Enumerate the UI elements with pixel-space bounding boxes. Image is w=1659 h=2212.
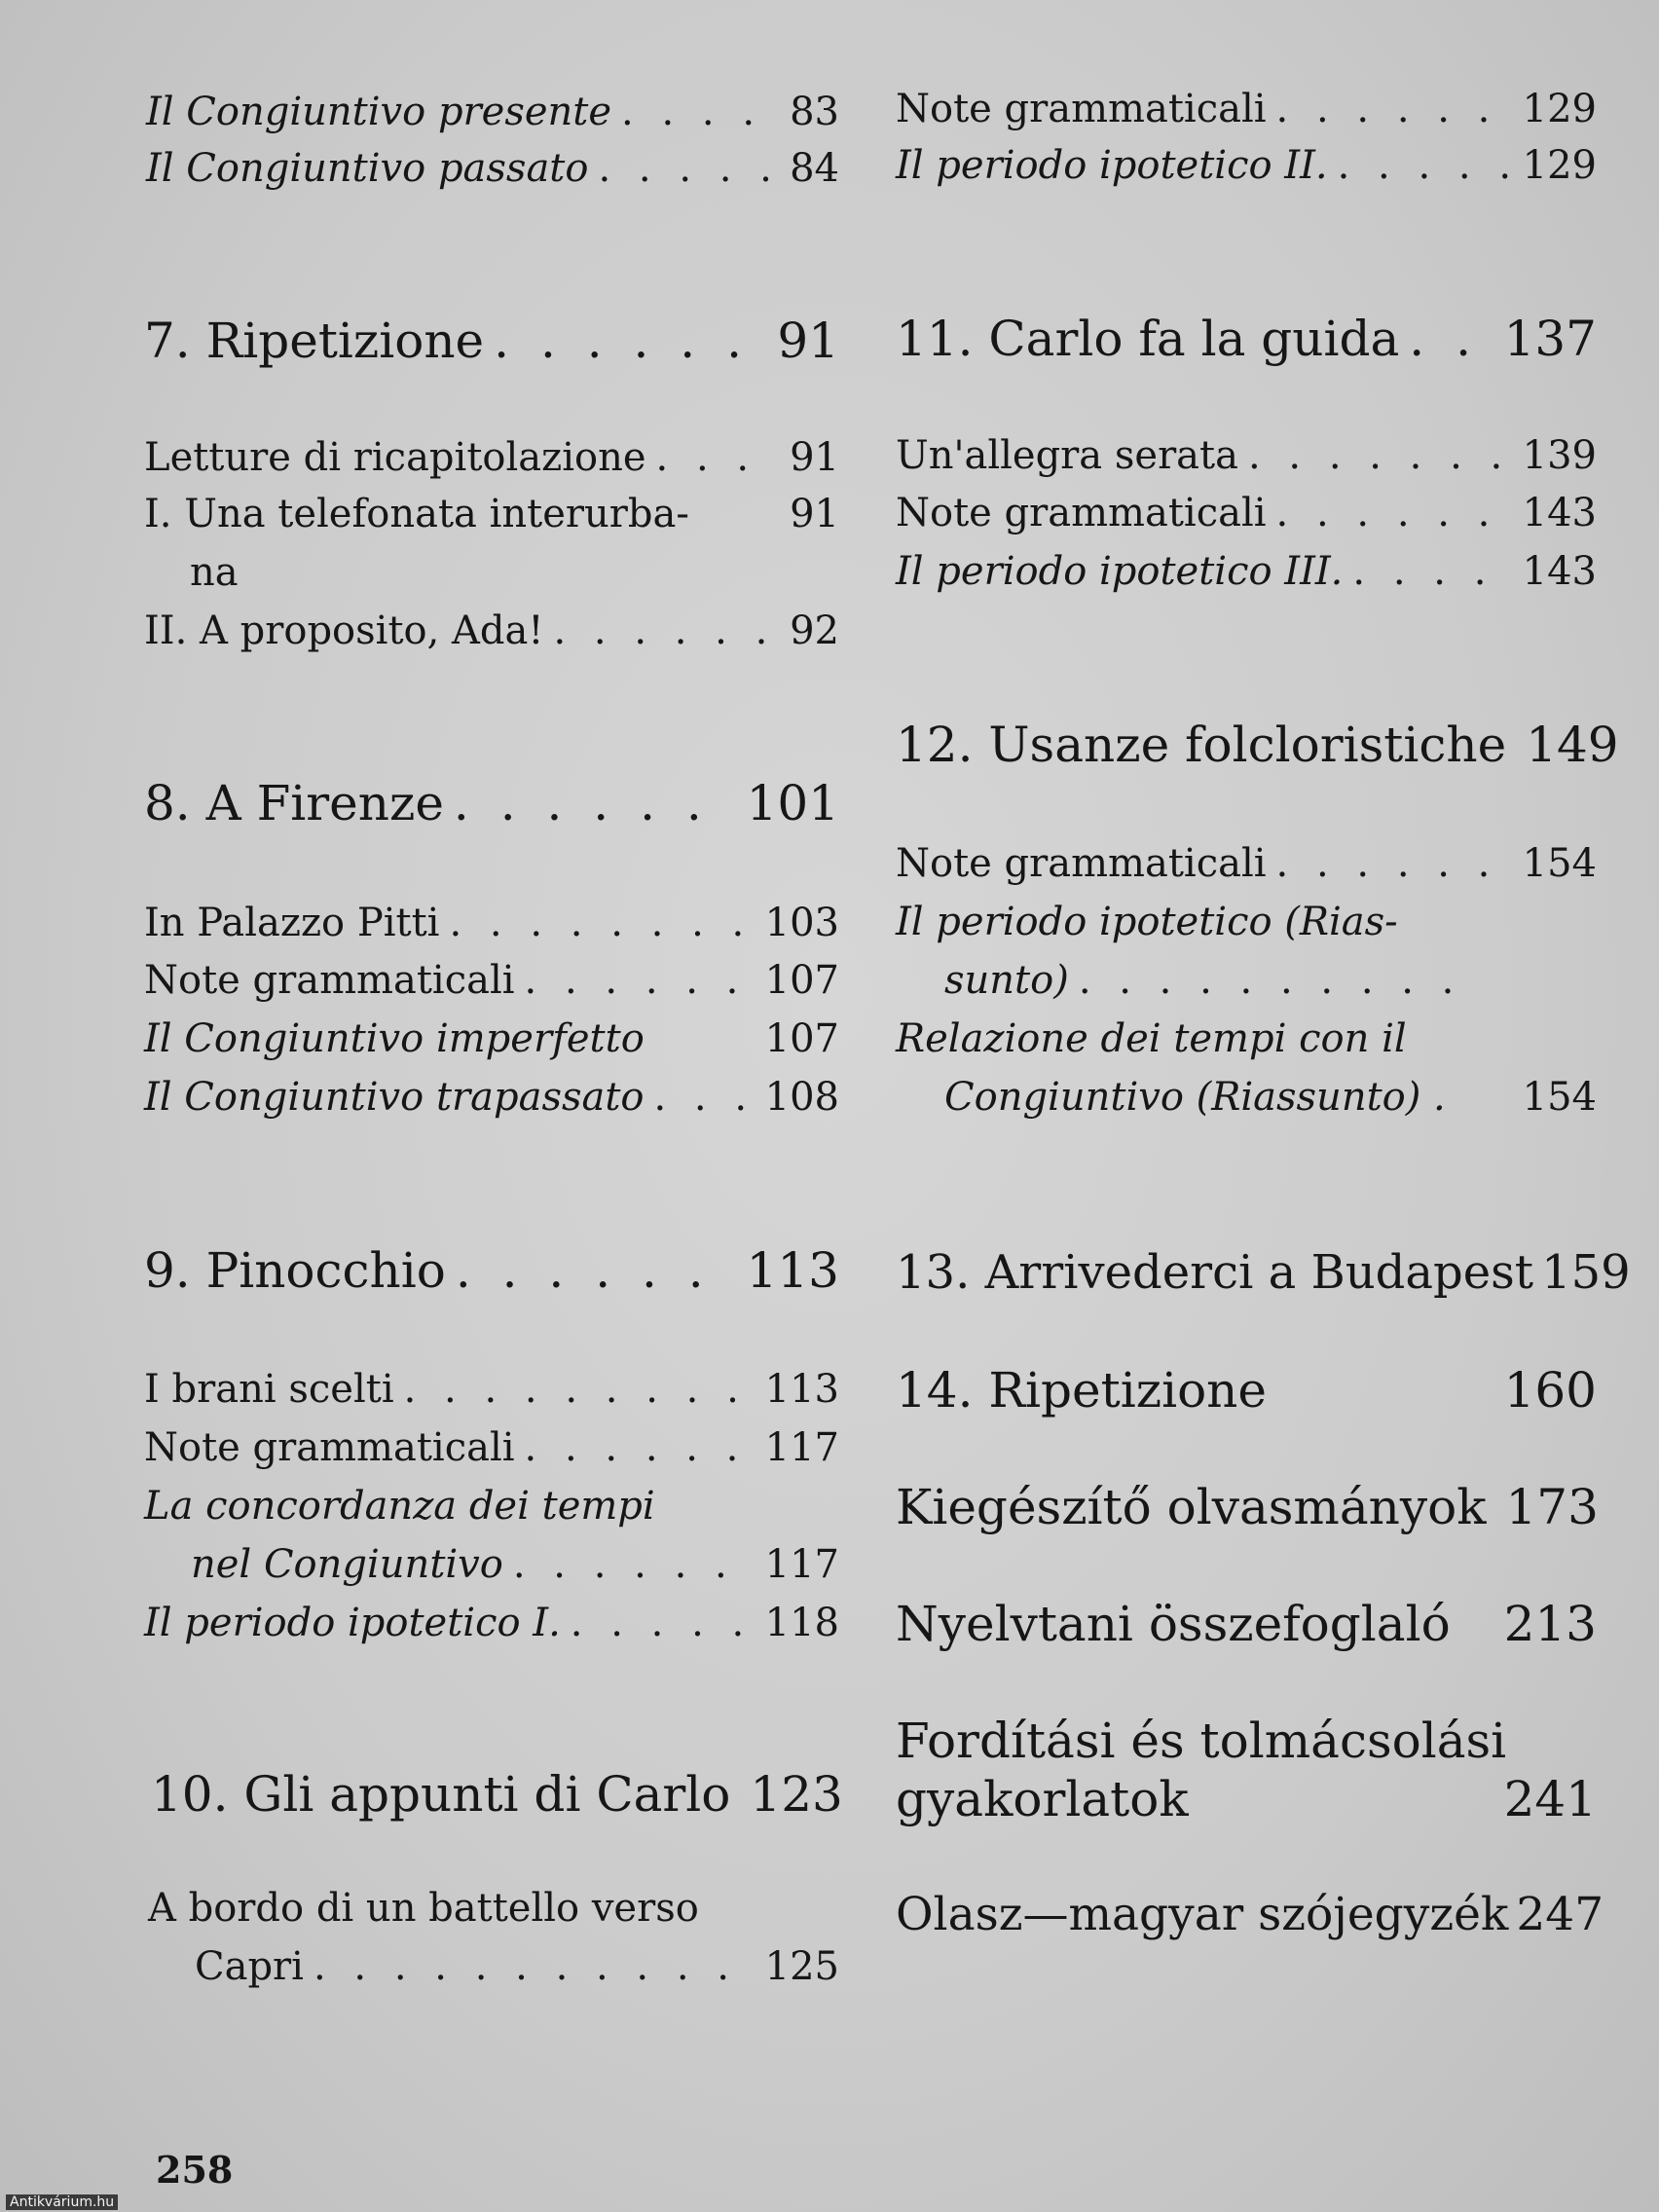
entry-page: 139 <box>1522 433 1597 478</box>
chapter-heading <box>896 1245 1631 1300</box>
entry-page: 129 <box>1522 143 1597 188</box>
chapter-heading <box>144 313 839 369</box>
toc-entry <box>144 608 839 653</box>
section-page: 213 <box>1503 1596 1597 1652</box>
entry-page: 118 <box>764 1601 839 1645</box>
section-heading <box>896 1888 1604 1941</box>
entry-page: 92 <box>790 608 839 653</box>
toc-entry <box>191 1542 839 1587</box>
section-page: 173 <box>1505 1479 1599 1535</box>
dot-leader <box>404 1370 756 1409</box>
entry-page: 107 <box>764 1016 839 1061</box>
entry-title-line1: Relazione dei tempi con il <box>896 1016 1407 1061</box>
chapter-page: 159 <box>1541 1245 1631 1300</box>
dot-leader <box>1276 844 1513 883</box>
entry-title: Il periodo ipotetico I. <box>144 1601 561 1645</box>
entry-title: Note grammaticali <box>144 958 515 1003</box>
chapter-heading <box>151 1766 843 1823</box>
section-title: Kiegészítő olvasmányok <box>896 1479 1487 1535</box>
dot-leader <box>513 1545 756 1584</box>
section-title: Olasz—magyar szójegyzék <box>896 1888 1509 1941</box>
dot-leader <box>598 149 780 188</box>
dot-leader <box>525 961 756 1000</box>
section-title: gyakorlatok <box>896 1771 1189 1827</box>
section-title-line1: Fordítási és tolmácsolási <box>896 1713 1507 1769</box>
toc-entry <box>144 1075 839 1120</box>
entry-title-line1: Il periodo ipotetico (Rias- <box>896 900 1398 944</box>
dot-leader <box>494 316 767 365</box>
toc-entry <box>144 435 839 480</box>
section-heading <box>896 1771 1597 1827</box>
toc-entry <box>896 841 1597 886</box>
dot-leader <box>456 1246 737 1295</box>
entry-page: 129 <box>1522 87 1597 131</box>
toc-entry <box>144 1425 839 1470</box>
toc-entry <box>146 146 839 191</box>
dot-leader <box>313 1947 756 1986</box>
chapter-page: 123 <box>750 1766 843 1823</box>
toc-entry <box>144 958 839 1003</box>
chapter-title: 9. Pinocchio <box>144 1242 446 1299</box>
entry-title: Note grammaticali <box>896 87 1267 131</box>
dot-leader <box>449 903 755 942</box>
entry-title: Note grammaticali <box>144 1425 515 1470</box>
entry-title: Note grammaticali <box>896 491 1267 535</box>
toc-entry <box>144 1601 839 1645</box>
entry-page: 107 <box>764 958 839 1003</box>
toc-entry <box>195 1944 839 1989</box>
toc-entry <box>144 901 839 945</box>
chapter-heading <box>144 1242 839 1299</box>
dot-leader <box>454 779 737 828</box>
entry-title-continuation: na <box>190 550 239 595</box>
dot-leader <box>1338 146 1513 185</box>
entry-title: In Palazzo Pitti <box>144 901 440 945</box>
chapter-heading <box>896 1362 1597 1419</box>
toc-entry <box>896 87 1597 131</box>
dot-leader <box>1276 90 1513 129</box>
dot-leader <box>621 92 780 131</box>
entry-page: 117 <box>764 1425 839 1470</box>
entry-title: II. A proposito, Ada! <box>144 608 544 653</box>
chapter-page: 160 <box>1503 1362 1597 1419</box>
entry-title: Il Congiuntivo trapassato <box>144 1075 645 1120</box>
chapter-title: 10. Gli appunti di Carlo <box>151 1766 731 1823</box>
toc-entry <box>144 1367 839 1412</box>
section-page: 247 <box>1516 1888 1604 1941</box>
chapter-page: 91 <box>777 313 839 369</box>
chapter-page: 113 <box>746 1242 839 1299</box>
section-heading <box>896 1479 1599 1535</box>
chapter-page: 149 <box>1526 717 1619 773</box>
entry-page: 84 <box>790 146 839 191</box>
entry-page: 125 <box>764 1944 839 1989</box>
dot-leader <box>525 1428 756 1467</box>
entry-title: Il periodo ipotetico II. <box>896 143 1328 188</box>
chapter-title: 13. Arrivederci a Budapest <box>896 1245 1534 1300</box>
entry-title: Note grammaticali <box>896 841 1267 886</box>
dot-leader <box>1409 314 1493 363</box>
toc-entry <box>896 549 1597 594</box>
entry-title: Letture di ricapitolazione <box>144 435 646 480</box>
chapter-title: 11. Carlo fa la guida <box>896 311 1400 367</box>
dot-leader <box>1079 961 1470 1000</box>
chapter-title: 8. A Firenze <box>144 775 444 831</box>
entry-page: 154 <box>1522 1075 1597 1120</box>
chapter-heading <box>896 311 1597 367</box>
entry-page: 143 <box>1522 491 1597 535</box>
toc-entry <box>944 958 1480 1003</box>
dot-leader <box>1248 436 1513 475</box>
entry-title: Il periodo ipotetico III. <box>896 549 1344 594</box>
dot-leader <box>654 1078 756 1117</box>
dot-leader <box>1276 494 1513 533</box>
entry-title: Capri <box>195 1944 304 1989</box>
entry-page: 154 <box>1522 841 1597 886</box>
toc-entry <box>896 491 1597 535</box>
dot-leader <box>1352 552 1512 591</box>
entry-title-line1: A bordo di un battello verso <box>148 1886 699 1931</box>
entry-title: sunto) <box>944 958 1069 1003</box>
entry-page: 91 <box>790 435 839 480</box>
entry-title: I. Una telefonata interurba- <box>144 492 689 536</box>
dot-leader <box>656 438 781 477</box>
entry-title: Il Congiuntivo passato <box>146 146 589 191</box>
toc-entry <box>144 1016 839 1061</box>
watermark: Antikvárium.hu <box>6 2194 118 2210</box>
entry-page: 108 <box>764 1075 839 1120</box>
entry-title: nel Congiuntivo <box>191 1542 503 1587</box>
section-title: Nyelvtani összefoglaló <box>896 1596 1451 1652</box>
page-number: 258 <box>156 2148 234 2192</box>
chapter-title: 7. Ripetizione <box>144 313 485 369</box>
entry-page: 143 <box>1522 549 1597 594</box>
toc-entry <box>144 492 839 536</box>
entry-page: 83 <box>790 90 839 134</box>
section-heading <box>896 1596 1597 1652</box>
entry-title: Il Congiuntivo presente <box>146 90 612 134</box>
toc-entry <box>896 143 1597 188</box>
chapter-title: 14. Ripetizione <box>896 1362 1267 1419</box>
chapter-heading <box>144 775 839 831</box>
chapter-page: 137 <box>1503 311 1597 367</box>
toc-entry <box>944 1075 1597 1120</box>
section-page: 241 <box>1503 1771 1597 1827</box>
entry-page: 117 <box>764 1542 839 1587</box>
entry-title-line1: La concordanza dei tempi <box>144 1484 655 1529</box>
entry-title: Congiuntivo (Riassunto) . <box>944 1075 1446 1120</box>
entry-page: 113 <box>764 1367 839 1412</box>
entry-page: 91 <box>790 492 839 536</box>
chapter-page: 101 <box>746 775 839 831</box>
entry-title: I brani scelti <box>144 1367 394 1412</box>
entry-title: Il Congiuntivo imperfetto <box>144 1016 645 1061</box>
chapter-heading <box>896 717 1619 773</box>
toc-entry <box>896 433 1597 478</box>
dot-leader <box>553 611 780 650</box>
entry-page: 103 <box>764 901 839 945</box>
toc-entry <box>146 90 839 134</box>
chapter-title: 12. Usanze folcloristiche <box>896 717 1507 773</box>
dot-leader <box>571 1604 756 1642</box>
entry-title: Un'allegra serata <box>896 433 1238 478</box>
